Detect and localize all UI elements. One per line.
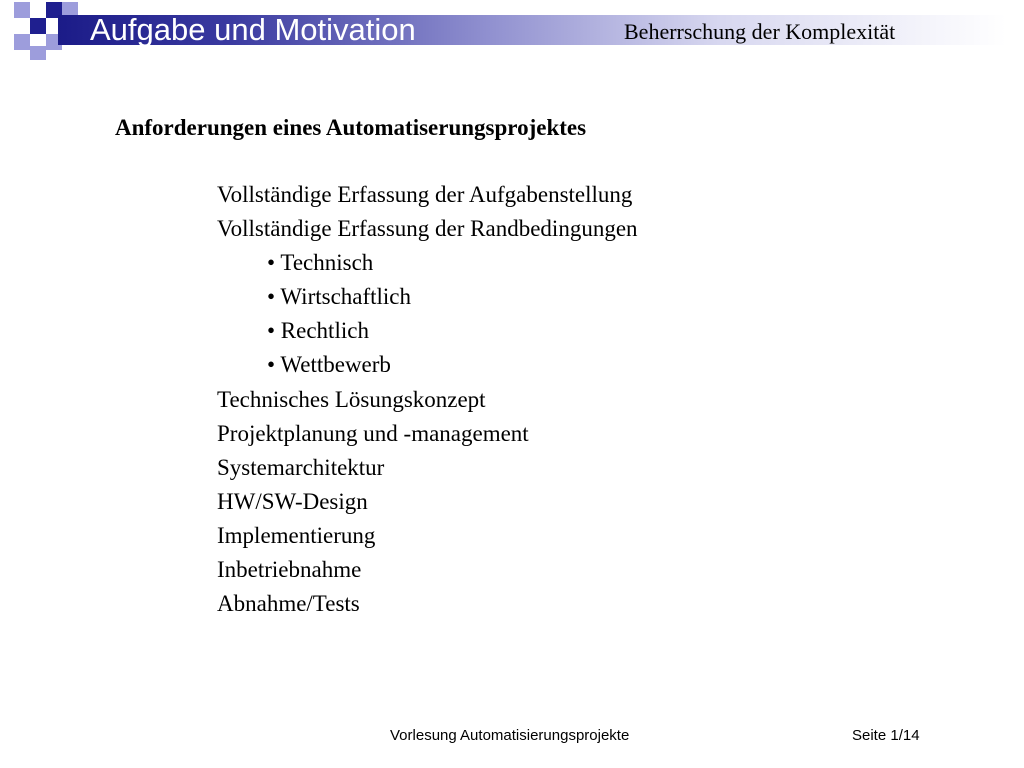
decor-square xyxy=(14,34,30,50)
list-item: Systemarchitektur xyxy=(217,454,385,480)
content-heading: Anforderungen eines Automatiserungsprojektes xyxy=(115,115,587,140)
list-item: Projektplanung und -management xyxy=(217,420,529,446)
sub-list-item: • Wettbewerb xyxy=(267,352,391,378)
sub-list-item: • Technisch xyxy=(267,250,374,276)
list-item: Abnahme/Tests xyxy=(217,591,360,617)
decor-square xyxy=(30,18,46,34)
decor-square xyxy=(14,2,30,18)
list-item: Technisches Lösungskonzept xyxy=(217,386,486,412)
sub-list-item: • Wirtschaftlich xyxy=(267,284,412,310)
list-item: Vollständige Erfassung der Aufgabenstellung xyxy=(217,182,633,207)
list-item: Implementierung xyxy=(217,522,376,548)
list-item: Inbetriebnahme xyxy=(217,557,362,583)
requirements-list xyxy=(217,178,638,621)
list-item: Vollständige Erfassung der Randbedingungen xyxy=(217,216,638,242)
footer-page-number: Seite 1/14 xyxy=(852,727,920,744)
footer-course: Vorlesung Automatisierungsprojekte xyxy=(390,727,630,744)
slide-subtitle: Beherrschung der Komplexität xyxy=(624,19,896,44)
slide-title: Aufgabe und Motivation xyxy=(90,12,416,47)
sub-list-item: • Rechtlich xyxy=(267,318,369,344)
decor-square xyxy=(30,46,46,60)
list-item: HW/SW-Design xyxy=(217,488,368,514)
